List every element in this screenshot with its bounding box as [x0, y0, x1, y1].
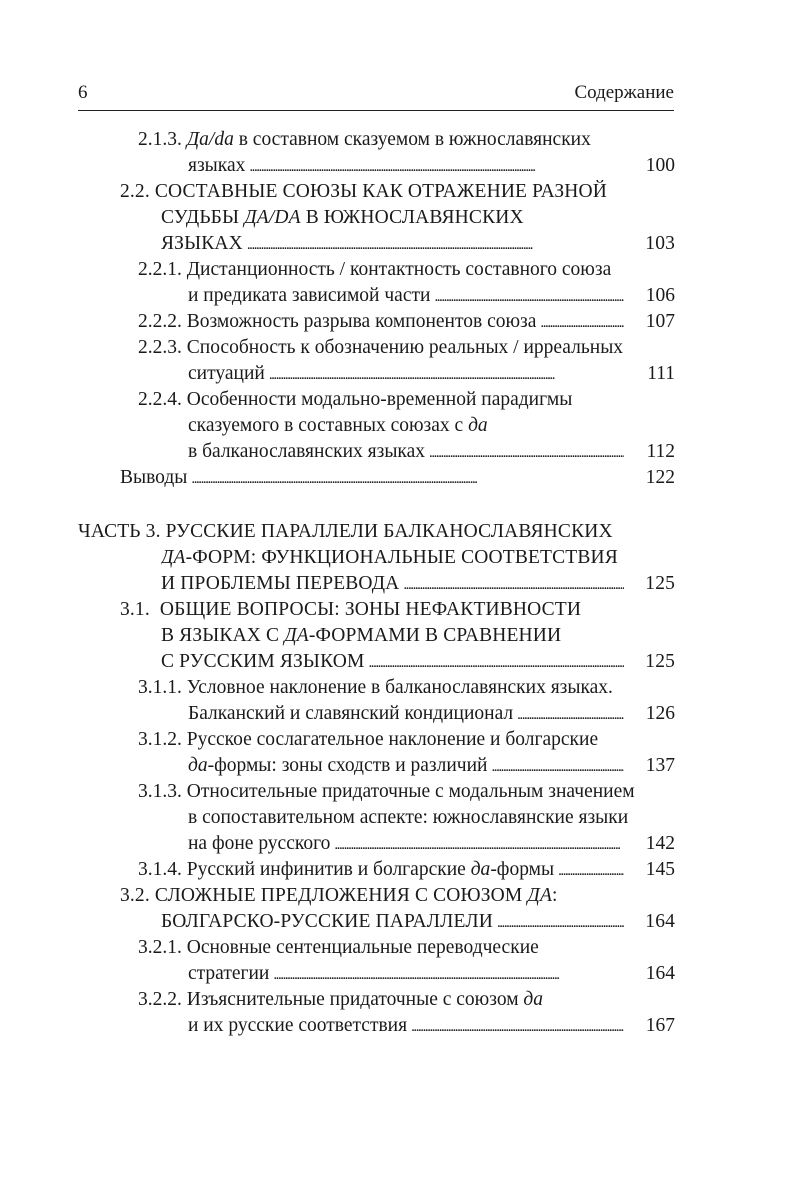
dot-leader: [191, 466, 624, 491]
toc-entry-text: и их русские соответствия: [188, 1015, 408, 1036]
toc-entry-number: 2.2.1.: [138, 259, 182, 280]
toc-entry-number: 2.1.3.: [138, 129, 182, 150]
toc-entry-text: СОСТАВНЫЕ СОЮЗЫ КАК ОТРАЖЕНИЕ РАЗНОЙ: [154, 181, 608, 202]
toc-entry-3-1-3-line1[interactable]: [138, 779, 635, 805]
toc-entry-number: 2.2.4.: [138, 389, 182, 410]
toc-entry-part-3-line2[interactable]: [161, 545, 618, 571]
toc-entry-3-1-2-line2[interactable]: [188, 753, 675, 779]
toc-page-number: 125: [645, 573, 675, 594]
toc-entry-number: 3.1.3.: [138, 781, 182, 802]
toc-entry-number: 3.1.1.: [138, 677, 182, 698]
toc-entry-text: -ФОРМ: ФУНКЦИОНАЛЬНЫЕ СООТВЕТСТВИЯ: [185, 547, 618, 568]
toc-entry-text: С РУССКИМ ЯЗЫКОМ: [161, 651, 365, 672]
toc-entry-italic: да: [468, 415, 488, 436]
toc-entry-3-2-1-line2[interactable]: [188, 961, 675, 987]
toc-entry-text: ситуаций: [188, 363, 265, 384]
toc-page-number: 112: [646, 441, 675, 462]
toc-page-number: 145: [645, 859, 675, 880]
toc-page-number: 164: [645, 911, 675, 932]
toc-entry-text: БОЛГАРСКО-РУССКИЕ ПАРАЛЛЕЛИ: [161, 911, 493, 932]
toc-entry-text: на фоне русского: [188, 833, 331, 854]
toc-entry-text: :: [552, 885, 558, 906]
toc-entry-2-2-1-line1[interactable]: [138, 257, 611, 283]
toc-entry-3-2-1-line1[interactable]: [138, 935, 539, 961]
toc-entry-3-1-1-line1[interactable]: [138, 675, 613, 701]
toc-entry-number: 3.2.: [120, 885, 150, 906]
toc-entry-text: Русский инфинитив и болгарские: [186, 859, 471, 880]
toc-entry-italic: ДА: [527, 885, 553, 906]
toc-entry-text: Условное наклонение в балканославянских языках.: [186, 677, 613, 698]
dot-leader: [497, 910, 624, 935]
toc-page-number: 107: [645, 311, 675, 332]
toc-entry-2-2-4-line1[interactable]: [138, 387, 572, 413]
toc-entry-2-2-4-line3[interactable]: [188, 439, 675, 465]
dot-leader: [491, 754, 624, 779]
toc-entry-part-3-line1[interactable]: [78, 519, 613, 545]
dot-leader: [249, 154, 624, 179]
toc-entry-3-2-line1[interactable]: [120, 883, 558, 909]
toc-page-number: 103: [645, 233, 675, 254]
toc-entry-italic: ДА: [284, 625, 309, 646]
dot-leader: [269, 362, 624, 387]
toc-entry-text: В ЯЗЫКАХ С: [161, 625, 285, 646]
toc-entry-2-2-3-line1[interactable]: [138, 335, 623, 361]
toc-entry-part-3-line3[interactable]: [161, 571, 675, 597]
toc-entry-3-1-line3[interactable]: [161, 649, 675, 675]
toc-entry-2-2-line3[interactable]: [161, 231, 675, 257]
toc-entry-text: -формы: зоны сходств и различий: [207, 755, 488, 776]
toc-entry-italic: ДА: [161, 547, 186, 568]
toc-entry-2-2-2[interactable]: [138, 309, 675, 335]
toc-entry-text: в балканославянских языках: [188, 441, 426, 462]
toc-entry-italic: да: [523, 989, 544, 1010]
toc-page-number: 126: [645, 703, 675, 724]
toc-entry-text: в составном сказуемом в южнославянских: [233, 129, 591, 150]
toc-entry-text: Дистанционность / контактность составного союза: [186, 259, 612, 280]
toc-page-number: 111: [647, 363, 675, 384]
toc-entry-text: Выводы: [120, 467, 188, 488]
toc-entry-text: Возможность разрыва компонентов союза: [186, 311, 537, 332]
toc-entry-text: РУССКИЕ ПАРАЛЛЕЛИ БАЛКАНОСЛАВЯНСКИХ: [165, 521, 613, 542]
toc-page-number: 142: [645, 833, 675, 854]
toc-entry-text: Балканский и славянский кондиционал: [188, 703, 514, 724]
toc-entry-number: 3.2.1.: [138, 937, 182, 958]
toc-entry-text: СЛОЖНЫЕ ПРЕДЛОЖЕНИЯ С СОЮЗОМ: [154, 885, 528, 906]
dot-leader: [403, 572, 624, 597]
toc-entry-3-1-2-line1[interactable]: [138, 727, 598, 753]
dot-leader: [368, 650, 624, 675]
dot-leader: [540, 310, 624, 335]
toc-page-number: 125: [645, 651, 675, 672]
toc-entry-3-2-2-line2[interactable]: [188, 1013, 675, 1039]
toc-entry-number: 3.1.2.: [138, 729, 182, 750]
toc-entry-2-2-3-line2[interactable]: [188, 361, 675, 387]
dot-leader: [334, 832, 624, 857]
toc-entry-text: И ПРОБЛЕМЫ ПЕРЕВОДА: [161, 573, 400, 594]
page-header: [78, 80, 674, 111]
page-number: 6: [78, 82, 88, 103]
toc-entry-text: сказуемого в составных союзах с: [188, 415, 469, 436]
toc-page-number: 167: [645, 1015, 675, 1036]
toc-entry-3-1-4[interactable]: [138, 857, 675, 883]
running-title: Содержание: [574, 82, 674, 103]
toc-entry-text: ОБЩИЕ ВОПРОСЫ: ЗОНЫ НЕФАКТИВНОСТИ: [159, 599, 582, 620]
toc-entry-vyvody[interactable]: [120, 465, 675, 491]
toc-page-number: 122: [645, 467, 675, 488]
toc-entry-text: Особенности модально-временной парадигмы: [186, 389, 573, 410]
dot-leader: [429, 440, 624, 465]
toc-entry-text: ЯЗЫКАХ: [161, 233, 243, 254]
toc-entry-2-2-1-line2[interactable]: [188, 283, 675, 309]
toc-entry-3-1-3-line3[interactable]: [188, 831, 675, 857]
toc-entry-text: Изъяснительные придаточные с союзом: [186, 989, 524, 1010]
toc-page-number: 137: [645, 755, 675, 776]
toc-entry-text: стратегии: [188, 963, 270, 984]
toc-entry-text: Способность к обозначению реальных / ирреальных: [186, 337, 624, 358]
toc-entry-number: 2.2.3.: [138, 337, 182, 358]
toc-page-number: 164: [645, 963, 675, 984]
dot-leader: [434, 284, 624, 309]
dot-leader: [247, 232, 624, 257]
toc-entry-number: 3.1.: [120, 599, 150, 620]
toc-entry-3-1-1-line2[interactable]: [188, 701, 675, 727]
toc-entry-2-1-3-line1[interactable]: [138, 127, 591, 153]
toc-entry-text: -ФОРМАМИ В СРАВНЕНИИ: [308, 625, 562, 646]
toc-entry-italic: да: [470, 859, 491, 880]
dot-leader: [273, 962, 624, 987]
toc-entry-text: в сопоставительном аспекте: южнославянские языки: [188, 807, 629, 828]
toc-entry-number: 3.1.4.: [138, 859, 182, 880]
toc-entry-text: СУДЬБЫ: [161, 207, 245, 228]
dot-leader: [517, 702, 624, 727]
toc-entry-number: 2.2.2.: [138, 311, 182, 332]
toc-entry-text: Относительные придаточные с модальным значением: [186, 781, 635, 802]
toc-entry-italic: Да/da: [186, 129, 234, 150]
dot-leader: [558, 858, 624, 883]
toc-page-number: 100: [645, 155, 675, 176]
toc-entry-number: 2.2.: [120, 181, 150, 202]
toc-entry-2-2-line1[interactable]: [120, 179, 607, 205]
dot-leader: [411, 1014, 624, 1039]
toc-entry-text: Основные сентенциальные переводческие: [186, 937, 539, 958]
toc-entry-2-1-3-line2[interactable]: [188, 153, 675, 179]
toc-entry-3-1-3-line2[interactable]: [188, 805, 628, 831]
toc-entry-text: -формы: [490, 859, 555, 880]
toc-entry-3-2-line2[interactable]: [161, 909, 675, 935]
toc-entry-text: Русское сослагательное наклонение и болгарские: [186, 729, 599, 750]
toc-entry-italic: да: [188, 755, 208, 776]
toc-entry-number: ЧАСТЬ 3.: [78, 521, 161, 542]
toc-entry-italic: ДА/DA: [244, 207, 301, 228]
toc-page-number: 106: [645, 285, 675, 306]
toc-entry-2-2-line2[interactable]: [161, 205, 524, 231]
toc-entry-text: языках: [188, 155, 246, 176]
toc-entry-3-1-line1[interactable]: [120, 597, 581, 623]
toc-entry-2-2-4-line2[interactable]: [188, 413, 488, 439]
toc-entry-number: 3.2.2.: [138, 989, 182, 1010]
toc-entry-text: В ЮЖНОСЛАВЯНСКИХ: [300, 207, 524, 228]
toc-entry-3-2-2-line1[interactable]: [138, 987, 543, 1013]
toc-entry-text: и предиката зависимой части: [188, 285, 431, 306]
toc-entry-3-1-line2[interactable]: [161, 623, 561, 649]
